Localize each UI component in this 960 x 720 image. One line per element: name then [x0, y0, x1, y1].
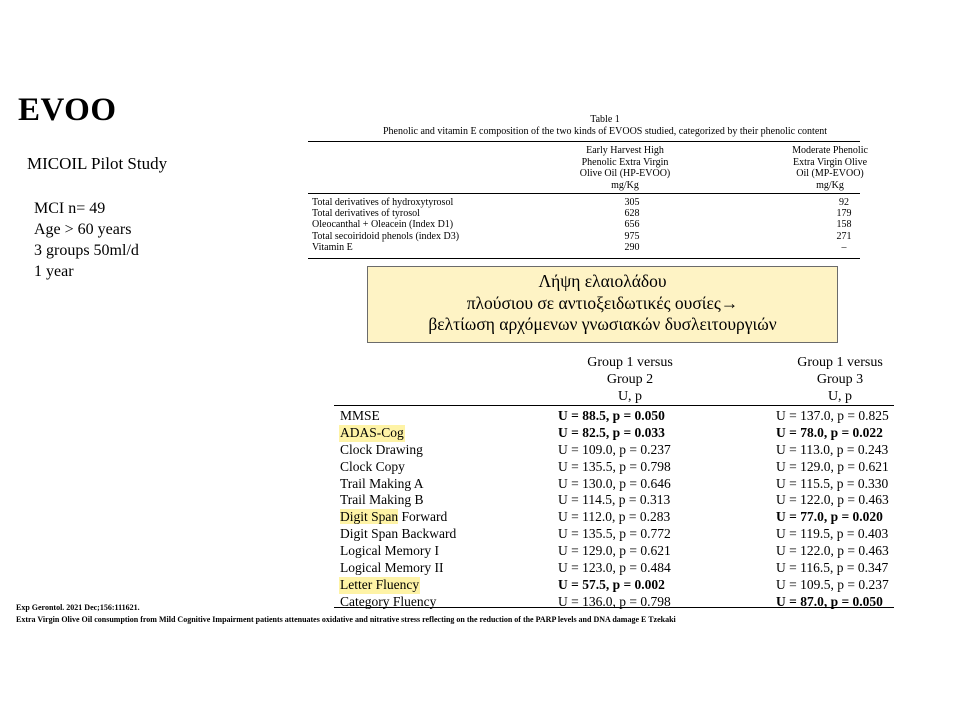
hp-value: 290 [624, 241, 640, 253]
header-line: Early Harvest High [586, 145, 664, 156]
group3-stat: U = 109.5, p = 0.237 [776, 576, 889, 592]
row-label: Total derivatives of hydroxytyrosol [312, 197, 454, 208]
group3-stat: U = 137.0, p = 0.825 [776, 408, 889, 423]
table-row [340, 442, 900, 459]
header-line: Extra Virgin Olive [792, 156, 868, 168]
table1-rule [308, 258, 860, 259]
slide-title: EVOO [18, 92, 117, 128]
row-label: Clock Drawing [340, 441, 423, 457]
row-label: ADAS-Cog [340, 424, 404, 440]
hp-value: 975 [624, 230, 640, 242]
group3-stat: U = 122.0, p = 0.463 [776, 543, 889, 559]
group3-stat: U = 122.0, p = 0.463 [776, 492, 889, 508]
table-row [340, 509, 900, 526]
table1-caption [310, 114, 900, 138]
hp-value: 628 [624, 208, 640, 220]
table-row [340, 408, 900, 425]
table-row [340, 577, 900, 594]
table-row [340, 526, 900, 543]
group3-stat: U = 129.0, p = 0.621 [776, 458, 889, 474]
row-label: Total derivatives of tyrosol [312, 208, 420, 220]
citation-journal: Exp Gerontol. 2021 Dec;156:111621. [16, 603, 140, 612]
group2-stat: U = 114.5, p = 0.313 [558, 492, 671, 508]
table-row [312, 197, 902, 208]
study-name: MICOIL Pilot Study [27, 154, 168, 173]
table-row [340, 459, 900, 476]
header-line: Phenolic Extra Virgin [581, 156, 669, 168]
group2-stat: U = 135.5, p = 0.798 [558, 458, 671, 474]
group2-stat: U = 112.0, p = 0.283 [558, 509, 671, 525]
table-row [312, 208, 902, 219]
group2-stat: U = 82.5, p = 0.033 [558, 424, 665, 440]
row-label: Trail Making B [340, 492, 424, 508]
header-line: Group 1 versus [587, 355, 673, 370]
table-row [312, 219, 902, 230]
results-rule [334, 405, 894, 406]
group3-stat: U = 116.5, p = 0.347 [776, 560, 889, 576]
group2-stat: U = 57.5, p = 0.002 [558, 576, 665, 592]
callout-line: πλούσιου σε αντιοξειδωτικές ουσίες→ [466, 292, 739, 313]
table-row [340, 476, 900, 493]
table-row [340, 543, 900, 560]
table1-header-hp [560, 145, 690, 191]
results-header-group2 [550, 354, 710, 405]
group2-stat: U = 88.5, p = 0.050 [558, 408, 665, 423]
row-label: Logical Memory I [340, 543, 439, 559]
mp-value: 158 [836, 219, 852, 231]
row-label: Logical Memory II [340, 560, 444, 576]
table-row [340, 560, 900, 577]
header-line: mg/Kg [816, 179, 844, 191]
header-line: U, p [617, 389, 643, 404]
row-label: Category Fluency [340, 593, 437, 609]
table1-rule [308, 141, 860, 142]
row-label: Vitamin E [312, 241, 353, 253]
citation-title: Extra Virgin Olive Oil consumption from Mild Cognitive Impairment patients attenuates oxidative and nitrative stress reflecting on the reduction of the PARP levels and DNA damage E Tzekaki [16, 615, 676, 624]
callout-line: βελτίωση αρχόμενων γνωσιακών δυσλειτουργιών [428, 314, 777, 334]
row-label: Total secoiridoid phenols (index D3) [312, 230, 460, 242]
label-suffix: Forward [398, 509, 448, 525]
table-row [340, 492, 900, 509]
table-row [340, 425, 900, 442]
mp-value: 271 [836, 230, 852, 242]
group3-stat: U = 115.5, p = 0.330 [776, 475, 889, 491]
detail-line: 3 groups 50ml/d [34, 242, 139, 259]
detail-line: Age > 60 years [34, 221, 132, 238]
group2-stat: U = 109.0, p = 0.237 [558, 441, 671, 457]
detail-line: MCI n= 49 [34, 200, 106, 217]
row-label [340, 509, 447, 526]
row-label: Oleocanthal + Oleacein (Index D1) [312, 219, 454, 231]
row-label: Trail Making A [340, 475, 424, 491]
results-body [340, 408, 900, 611]
header-line: Group 1 versus [797, 355, 883, 370]
results-header-group3 [760, 354, 920, 405]
mp-value: 92 [839, 197, 849, 208]
highlighted-label: Digit Span [340, 509, 399, 525]
callout-line: Λήψη ελαιολάδου [538, 271, 667, 291]
group3-stat: U = 119.5, p = 0.403 [776, 526, 889, 542]
hp-value: 656 [624, 219, 640, 231]
group3-stat: U = 87.0, p = 0.050 [776, 593, 883, 609]
table1-header-mp [765, 145, 895, 191]
hp-value: 305 [624, 197, 640, 208]
study-details [34, 198, 139, 282]
group3-stat: U = 78.0, p = 0.022 [776, 424, 883, 440]
table-row [312, 231, 902, 242]
citation [16, 602, 676, 626]
table1-caption-text: Phenolic and vitamin E composition of the two kinds of EVOOS studied, categorized by their phenolic content [382, 126, 828, 137]
group2-stat: U = 135.5, p = 0.772 [558, 526, 671, 542]
header-line: Moderate Phenolic [792, 145, 868, 156]
mp-value: 179 [836, 208, 852, 220]
group3-stat: U = 113.0, p = 0.243 [776, 441, 889, 457]
group2-stat: U = 130.0, p = 0.646 [558, 475, 671, 491]
group2-stat: U = 129.0, p = 0.621 [558, 543, 671, 559]
header-line: Group 2 [606, 372, 654, 387]
table1-caption-title: Table 1 [590, 114, 620, 125]
row-label: MMSE [340, 408, 380, 423]
header-line: Oil (MP-EVOO) [796, 168, 864, 179]
table1-body [312, 197, 902, 253]
group2-stat: U = 136.0, p = 0.798 [558, 593, 671, 609]
table-row [312, 242, 902, 253]
header-line: U, p [827, 389, 853, 404]
callout-box [367, 266, 838, 343]
row-label: Letter Fluency [340, 576, 420, 592]
header-line: mg/Kg [611, 179, 639, 191]
row-label: Clock Copy [340, 458, 405, 474]
mp-value: – [841, 241, 847, 253]
header-line: Olive Oil (HP-EVOO) [579, 168, 671, 179]
group3-stat: U = 77.0, p = 0.020 [776, 509, 883, 525]
header-line: Group 3 [816, 372, 864, 387]
row-label: Digit Span Backward [340, 526, 457, 542]
table1-rule [308, 193, 860, 194]
group2-stat: U = 123.0, p = 0.484 [558, 560, 671, 576]
detail-line: 1 year [34, 263, 74, 280]
